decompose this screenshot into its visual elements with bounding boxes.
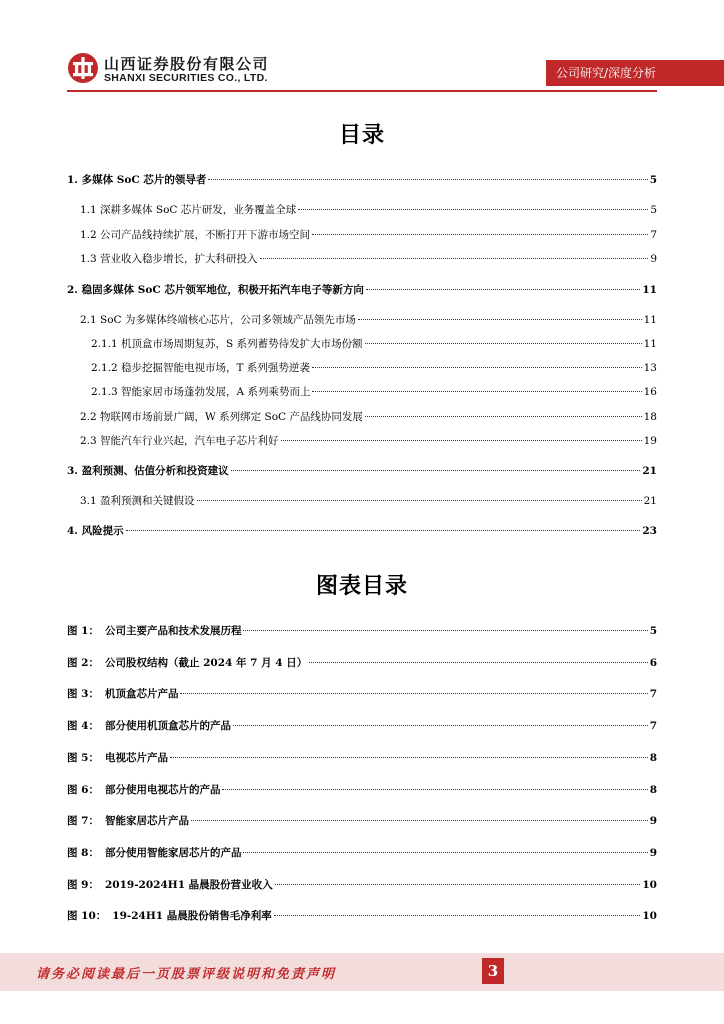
figure-leader-dots xyxy=(274,914,641,916)
figure-title: 部分使用智能家居芯片的产品 xyxy=(104,846,242,859)
figure-leader-dots xyxy=(309,661,647,663)
company-name-en: SHANXI SECURITIES CO., LTD. xyxy=(104,72,268,84)
figure-title: 机顶盒芯片产品 xyxy=(104,688,179,701)
figure-label: 图 3： xyxy=(67,688,99,701)
toc-entry-text: 1.1 深耕多媒体 SoC 芯片研发，业务覆盖全球 xyxy=(80,204,297,216)
figure-leader-dots xyxy=(233,724,648,726)
toc-entry-text: 4. 风险提示 xyxy=(67,525,124,537)
toc-entry-page: 23 xyxy=(642,525,657,537)
figure-page: 6 xyxy=(649,656,657,669)
toc-entry-text: 2.1 SoC 为多媒体终端核心芯片，公司多领域产品领先市场 xyxy=(80,314,356,326)
toc-entry-page: 11 xyxy=(643,338,657,350)
toc-leader-dots xyxy=(197,499,642,501)
toc-entry-page: 9 xyxy=(650,253,657,265)
toc-entry[interactable] xyxy=(91,385,657,400)
toc-entry-text: 2.1.2 稳步挖掘智能电视市场，T 系列强势逆袭 xyxy=(91,362,310,374)
toc-entry-text: 1.2 公司产品线持续扩展，不断打开下游市场空间 xyxy=(80,229,311,241)
figure-label: 图 8： xyxy=(67,846,99,859)
disclaimer-notice[interactable]: 请务必阅读最后一页股票评级说明和免责声明 xyxy=(36,967,337,982)
figure-leader-dots xyxy=(243,851,647,853)
figure-label: 图 5： xyxy=(67,751,99,764)
figure-label: 图 10： xyxy=(67,910,107,923)
figure-page: 9 xyxy=(649,815,657,828)
toc-entry-page: 16 xyxy=(643,386,657,398)
figure-leader-dots xyxy=(191,819,648,821)
figure-label: 图 7： xyxy=(67,815,99,828)
figure-entry[interactable] xyxy=(67,624,657,639)
toc-entry[interactable] xyxy=(91,337,657,352)
figure-page: 7 xyxy=(649,688,657,701)
toc-entry-page: 13 xyxy=(643,362,657,374)
toc-entry[interactable] xyxy=(67,173,657,188)
report-type-tag: 公司研究/深度分析 xyxy=(546,60,724,86)
toc-leader-dots xyxy=(312,390,641,392)
toc-entry[interactable] xyxy=(67,464,657,479)
toc-entry[interactable] xyxy=(80,494,657,509)
figure-title: 2019-2024H1 晶晨股份营业收入 xyxy=(104,878,273,891)
figure-leader-dots xyxy=(222,788,647,790)
figure-entry[interactable] xyxy=(67,687,657,702)
toc-entry-text: 3.1 盈利预测和关键假设 xyxy=(80,495,195,507)
toc-leader-dots xyxy=(231,469,641,471)
figure-page: 10 xyxy=(642,910,657,923)
toc-leader-dots xyxy=(366,288,641,290)
toc-entry-text: 2. 稳固多媒体 SoC 芯片领军地位，积极开拓汽车电子等新方向 xyxy=(67,284,364,296)
toc-entry[interactable] xyxy=(91,361,657,376)
toc-entry[interactable] xyxy=(80,203,657,218)
toc-entry[interactable] xyxy=(80,313,657,328)
figure-entry[interactable] xyxy=(67,783,657,798)
figure-page: 9 xyxy=(649,846,657,859)
figure-title: 公司股权结构（截止 2024 年 7 月 4 日） xyxy=(104,656,308,669)
figure-label: 图 4： xyxy=(67,720,99,733)
toc-entry-page: 21 xyxy=(642,465,657,477)
figure-entry[interactable] xyxy=(67,719,657,734)
figure-title: 电视芯片产品 xyxy=(104,751,168,764)
page-number: 3 xyxy=(482,958,504,984)
toc-entry-page: 7 xyxy=(650,229,657,241)
toc-entry[interactable] xyxy=(80,410,657,425)
toc-entry-text: 3. 盈利预测、估值分析和投资建议 xyxy=(67,465,229,477)
header-divider xyxy=(67,90,657,92)
company-logo-icon xyxy=(67,52,99,84)
toc-entry[interactable] xyxy=(80,252,657,267)
toc-entry-page: 18 xyxy=(643,411,657,423)
figure-page: 8 xyxy=(649,783,657,796)
toc-entry[interactable] xyxy=(80,434,657,449)
toc-leader-dots xyxy=(358,318,642,320)
figures-title: 图表目录 xyxy=(315,574,408,599)
figure-page: 8 xyxy=(649,751,657,764)
figure-title: 智能家居芯片产品 xyxy=(104,815,189,828)
figure-label: 图 9： xyxy=(67,878,99,891)
toc-entry[interactable] xyxy=(80,228,657,243)
toc-leader-dots xyxy=(126,529,641,531)
figure-leader-dots xyxy=(243,629,647,631)
toc-entry-page: 21 xyxy=(643,495,657,507)
figure-label: 图 2： xyxy=(67,656,99,669)
figure-title: 部分使用电视芯片的产品 xyxy=(104,783,221,796)
toc-title: 目录 xyxy=(338,123,385,148)
figure-entry[interactable] xyxy=(67,878,657,893)
toc-leader-dots xyxy=(298,208,648,210)
figure-leader-dots xyxy=(170,756,648,758)
toc-entry[interactable] xyxy=(67,283,657,298)
toc-entry-text: 2.2 物联网市场前景广阔，W 系列绑定 SoC 产品线协同发展 xyxy=(80,411,363,423)
toc-leader-dots xyxy=(208,178,647,180)
figure-label: 图 6： xyxy=(67,783,99,796)
toc-entry[interactable] xyxy=(67,524,657,539)
figure-page: 5 xyxy=(649,625,657,637)
company-name-cn: 山西证券股份有限公司 xyxy=(104,55,270,73)
toc-entry-page: 11 xyxy=(642,284,657,296)
toc-entry-page: 19 xyxy=(643,435,657,447)
toc-leader-dots xyxy=(312,366,642,368)
figure-entry[interactable] xyxy=(67,814,657,829)
figure-entry[interactable] xyxy=(67,751,657,766)
figure-title: 19-24H1 晶晨股份销售毛净利率 xyxy=(112,910,272,923)
figure-entry[interactable] xyxy=(67,909,657,924)
figure-entry[interactable] xyxy=(67,656,657,671)
toc-entry-text: 2.1.1 机顶盒市场周期复苏，S 系列蓄势待发扩大市场份额 xyxy=(91,338,363,350)
toc-entry-page: 11 xyxy=(643,314,657,326)
figure-page: 10 xyxy=(642,878,657,891)
figure-leader-dots xyxy=(180,692,647,694)
toc-leader-dots xyxy=(365,415,642,417)
toc-leader-dots xyxy=(281,439,642,441)
toc-entry-text: 1.3 营业收入稳步增长，扩大科研投入 xyxy=(80,253,258,265)
toc-leader-dots xyxy=(365,342,642,344)
figure-leader-dots xyxy=(275,883,641,885)
toc-entry-page: 5 xyxy=(650,204,657,216)
figure-label: 图 1： xyxy=(67,625,99,637)
toc-entry-text: 2.1.3 智能家居市场蓬勃发展，A 系列乘势而上 xyxy=(91,386,311,398)
figure-page: 7 xyxy=(649,720,657,733)
figure-title: 公司主要产品和技术发展历程 xyxy=(104,625,242,637)
toc-entry-text: 1. 多媒体 SoC 芯片的领导者 xyxy=(67,174,207,186)
toc-entry-page: 5 xyxy=(649,174,657,186)
figure-entry[interactable] xyxy=(67,846,657,861)
toc-entry-text: 2.3 智能汽车行业兴起，汽车电子芯片利好 xyxy=(80,435,279,447)
toc-leader-dots xyxy=(260,257,649,259)
figure-title: 部分使用机顶盒芯片的产品 xyxy=(104,720,231,733)
toc-leader-dots xyxy=(312,233,648,235)
